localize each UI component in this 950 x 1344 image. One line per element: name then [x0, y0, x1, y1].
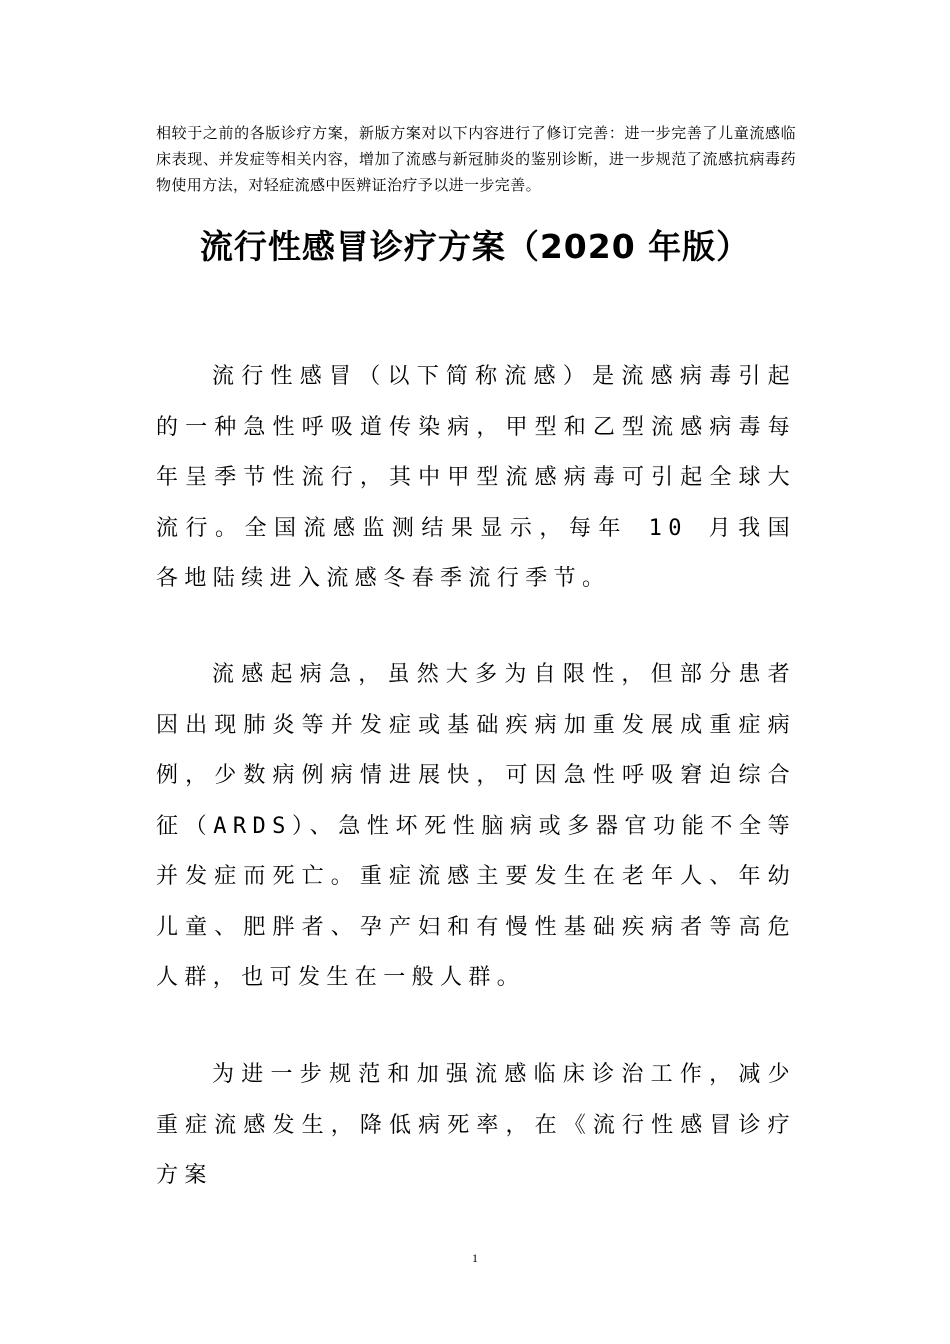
intro-summary: 相较于之前的各版诊疗方案，新版方案对以下内容进行了修订完善：进一步完善了儿童流感临床表现、并发症等相关内容，增加了流感与新冠肺炎的鉴别诊断，进一步规范了流感抗病毒药物使用方法，对轻症流感中医辨证治疗予以进一步完善。: [156, 124, 796, 194]
body-paragraph-2: 流感起病急，虽然大多为自限性，但部分患者因出现肺炎等并发症或基础疾病加重发展成重症病例，少数病例病情进展快，可因急性呼吸窘迫综合征（ARDS）、急性坏死性脑病或多器官功能不全等并发症而死亡。重症流感主要发生在老年人、年幼儿童、肥胖者、孕产妇和有慢性基础疾病者等高危人群，也可发生在一般人群。: [156, 662, 796, 990]
body-paragraph-3: 为进一步规范和加强流感临床诊治工作，减少重症流感发生，降低病死率，在《流行性感冒诊疗方案: [156, 1062, 796, 1188]
body-paragraph-1: 流行性感冒（以下简称流感）是流感病毒引起的一种急性呼吸道传染病，甲型和乙型流感病毒每年呈季节性流行，其中甲型流感病毒可引起全球大流行。全国流感监测结果显示，每年 10 月我国各地陆续进入流感冬春季流行季节。: [156, 364, 796, 591]
page-number: 1: [472, 1251, 478, 1265]
document-title: 流行性感冒诊疗方案（2020 年版）: [199, 227, 751, 266]
